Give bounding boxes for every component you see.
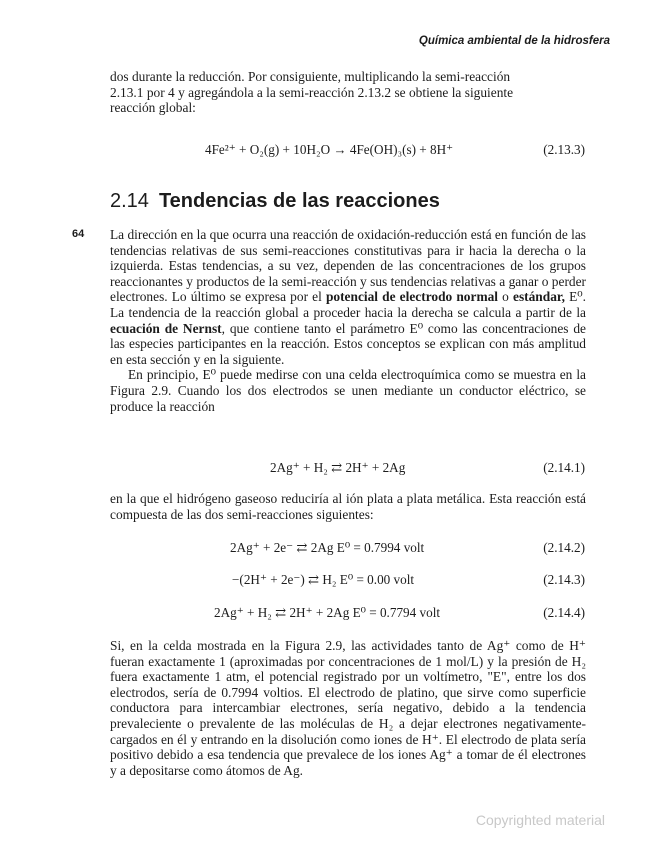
equation-2-13-3: 4Fe²⁺ + O₂(g) + 10H₂O → 4Fe(OH)₃(s) + 8H⁺	[205, 142, 454, 157]
paragraph-principle: En principio, E⁰ puede medirse con una celda electroquímica como se muestra en la Figura 2.9. Cuando los dos electrodos se unen mediante un conductor eléctrico, se produce la reacción	[110, 367, 586, 414]
intro-line: dos durante la reducción. Por consiguiente, multiplicando la semi-reacción	[110, 69, 511, 84]
paragraph-redox-tendency: La dirección en la que ocurra una reacción de oxidación-reducción está en función de las tendencias relativas de sus semi-reacciones constitutivas para ir hacia la derecha o la izquierda. Estas tendencias, a su vez, dependen de las concentraciones de los grupos reaccionantes y productos de la semi-reacción y sus tendencias relativas a ganar o perder electrones. Lo último se expresa por el potencial de electrodo normal o estándar, E⁰. La tendencia de la reacción global a proceder hacia la derecha se calcula a partir de la ecuación de Nernst, que contiene tanto el parámetro E⁰ como las concentraciones de las especies participantes en la reacción. Estos conceptos se explican con más amplitud en esta sección y en la siguiente.	[110, 227, 586, 367]
section-number: 2.14	[110, 190, 149, 212]
copyright-watermark: Copyrighted material	[475, 812, 605, 828]
term-ecuacion-nernst: ecuación de Nernst	[110, 320, 222, 336]
equation-number-2-14-4: (2.14.4)	[543, 605, 585, 620]
equation-number-2-14-1: (2.14.1)	[543, 460, 585, 475]
term-estandar: estándar,	[513, 289, 565, 305]
equation-2-14-4: 2Ag⁺ + H₂ ⇄ 2H⁺ + 2Ag E⁰ = 0.7794 volt	[214, 605, 441, 620]
section-heading	[110, 190, 440, 213]
intro-line: 2.13.1 por 4 y agregándola a la semi-reacción 2.13.2 se obtiene la siguiente	[110, 84, 514, 100]
section-title: Tendencias de las reacciones	[158, 190, 440, 212]
equation-2-14-1: 2Ag⁺ + H₂ ⇄ 2H⁺ + 2Ag	[270, 460, 406, 475]
body-text	[110, 227, 586, 414]
intro-paragraph	[110, 69, 586, 116]
equation-2-14-2: 2Ag⁺ + 2e⁻ ⇄ 2Ag E⁰ = 0.7994 volt	[230, 540, 425, 555]
paragraph-cell-description: Si, en la celda mostrada en la Figura 2.9, las actividades tanto de Ag⁺ como de H⁺ fueran exactamente 1 (aproximadas por concentraciones de 1 mol/L) y la presión de H₂ fuera exactamente 1 atm, el potencial registrado por un voltímetro, "E", entre los dos electrodos, sería de 0.7994 voltios. El electrodo de platino, que sirve como superficie conductora para intercambiar electrones, sería negativo, debido a la tendencia prevaleciente o prevalente de las moléculas de H₂ a dejar electrones negativamente-cargados en él y entrando en la disolución como iones de H⁺. El electrodo de plata sería positivo debido a esa tendencia que prevalece de los iones Ag⁺ a tomar de él electrones y a depositarse como átomos de Ag.	[110, 638, 586, 778]
page-number: 64	[72, 228, 85, 240]
equation-number-2-13-3: (2.13.3)	[543, 142, 585, 157]
intro-line: reacción global:	[110, 100, 196, 116]
running-header: Química ambiental de la hidrosfera	[418, 35, 610, 47]
term-potencial-electrodo-normal: potencial de electrodo normal	[325, 289, 499, 305]
paragraph-hydrogen: en la que el hidrógeno gaseoso reduciría al ión plata a plata metálica. Esta reacción está compuesta de las dos semi-reacciones siguientes:	[110, 491, 586, 522]
equation-2-14-3: −(2H⁺ + 2e⁻) ⇄ H₂ E⁰ = 0.00 volt	[232, 572, 415, 587]
equation-number-2-14-2: (2.14.2)	[543, 540, 585, 555]
equation-number-2-14-3: (2.14.3)	[543, 572, 585, 587]
